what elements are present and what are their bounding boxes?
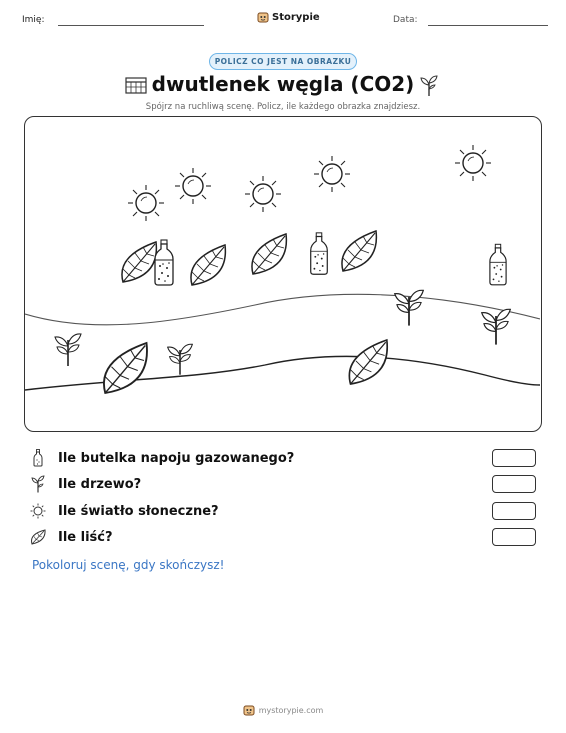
question-row-trees [30, 473, 536, 495]
leaf-icon [30, 528, 46, 546]
question-row-bottles [30, 447, 536, 469]
answer-box-bottles[interactable] [492, 449, 536, 467]
calendar-grid-icon [125, 77, 147, 94]
name-label: Imię: [22, 15, 45, 25]
date-label: Data: [393, 15, 418, 25]
storypie-logo-icon [257, 11, 269, 23]
leaf-2 [191, 245, 225, 285]
bottle-3 [490, 244, 506, 285]
sun-3 [245, 176, 281, 212]
sprout-icon [30, 475, 46, 493]
scene-illustration [25, 117, 540, 430]
name-field[interactable] [58, 25, 204, 26]
sprout-title-icon [419, 73, 439, 97]
answer-box-leaves[interactable] [492, 528, 536, 546]
brand-logo [257, 11, 320, 23]
leaf-5 [104, 343, 147, 393]
brand-name: Storypie [272, 11, 320, 23]
question-row-sunlight [30, 500, 536, 522]
question-row-leaves [30, 526, 536, 548]
bottle-1 [155, 240, 173, 285]
question-text: Ile liść? [58, 529, 113, 545]
question-text: Ile drzewo? [58, 476, 142, 492]
leaf-1 [122, 242, 156, 282]
sprout-4 [482, 309, 511, 344]
coloring-instruction: Pokoloruj scenę, gdy skończysz! [32, 558, 225, 572]
sun-2 [175, 168, 211, 204]
bottle-icon [30, 449, 46, 467]
sprout-3 [395, 290, 424, 325]
footer [0, 704, 566, 716]
sun-1 [128, 185, 164, 221]
footer-url[interactable]: mystorypie.com [258, 705, 324, 715]
date-field[interactable] [428, 25, 548, 26]
sun-icon [30, 502, 46, 520]
bottle-2 [311, 233, 328, 274]
sun-4 [314, 156, 350, 192]
storypie-logo-icon [243, 704, 255, 716]
answer-box-sunlight[interactable] [492, 502, 536, 520]
answer-box-trees[interactable] [492, 475, 536, 493]
sun-5 [455, 145, 491, 181]
leaf-4 [342, 231, 376, 271]
sprout-2 [168, 344, 193, 374]
page-title: dwutlenek węgla (CO2) [151, 72, 415, 96]
section-badge: POLICZ CO JEST NA OBRAZKU [209, 53, 357, 70]
scene-frame [24, 116, 542, 432]
page-subtitle: Spójrz na ruchliwą scenę. Policz, ile każdego obrazka znajdziesz. [145, 102, 421, 112]
leaf-6 [349, 340, 387, 384]
question-text: Ile światło słoneczne? [58, 503, 219, 519]
leaf-3 [252, 234, 286, 274]
question-text: Ile butelka napoju gazowanego? [58, 450, 295, 466]
sprout-1 [55, 334, 81, 366]
